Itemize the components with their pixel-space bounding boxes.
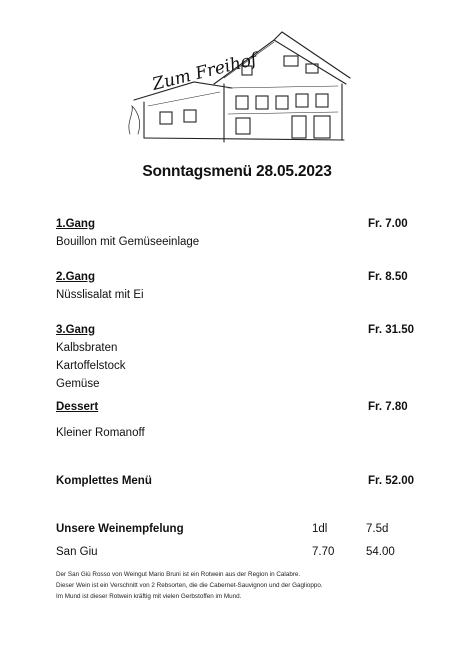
course-3-item-2: Kartoffelstock (56, 360, 126, 372)
course-3-heading: 3.Gang (56, 324, 95, 336)
dessert-price: Fr. 7.80 (368, 401, 408, 413)
complete-menu-label: Komplettes Menü (56, 475, 152, 487)
course-2-heading: 2.Gang (56, 271, 95, 283)
course-1-item-1: Bouillon mit Gemüseeinlage (56, 236, 200, 248)
page-title: Sonntagsmenü 28.05.2023 (142, 163, 332, 180)
wine-heading: Unsere Weinempfelung (56, 523, 184, 535)
wine-col-75dl: 7.5d (366, 523, 389, 535)
wine-name: San Giu (56, 546, 98, 558)
dessert-heading: Dessert (56, 401, 99, 413)
complete-menu-price: Fr. 52.00 (368, 475, 415, 487)
course-2-price: Fr. 8.50 (368, 271, 408, 283)
course-3-item-3: Gemüse (56, 378, 100, 390)
farmhouse-sketch-icon (124, 22, 354, 150)
logo-text: Zum Freihof (150, 49, 260, 95)
course-1-heading: 1.Gang (56, 218, 95, 230)
wine-note-2: Dieser Wein ist ein Verschnitt von 2 Rebsorten, die die Cabernet-Sauvignon und der Gaglioppo. (56, 582, 323, 589)
dessert-item-1: Kleiner Romanoff (56, 427, 145, 439)
wine-price-1dl: 7.70 (312, 546, 335, 558)
wine-note-1: Der San Giù Rosso von Weingut Mario Bruni ist ein Rotwein aus der Region in Calabre. (56, 571, 301, 578)
course-1-price: Fr. 7.00 (368, 218, 408, 230)
wine-price-75dl: 54.00 (366, 546, 395, 558)
course-3-price: Fr. 31.50 (368, 324, 415, 336)
course-2-item-1: Nüsslisalat mit Ei (56, 289, 144, 301)
wine-col-1dl: 1dl (312, 523, 328, 535)
wine-note-3: Im Mund ist dieser Rotwein kräftig mit vielen Gerbstoffen im Mund. (56, 593, 242, 600)
course-3-item-1: Kalbsbraten (56, 342, 118, 354)
